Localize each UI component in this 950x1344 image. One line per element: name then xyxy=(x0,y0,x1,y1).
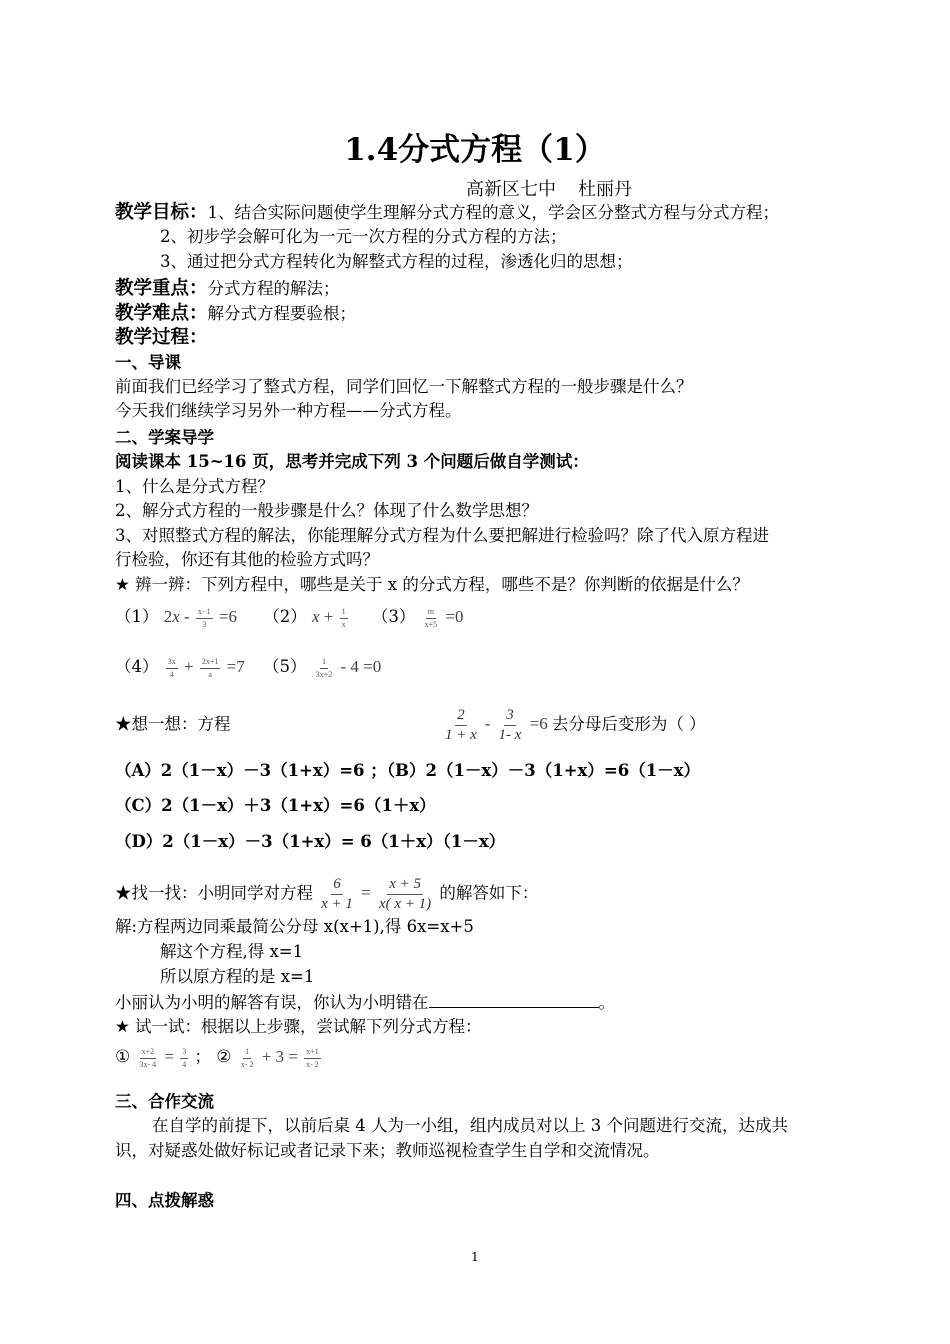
section3-line-2: 识，对疑惑处做好标记或者记录下来；教师巡视检查学生自学和交流情况。 xyxy=(115,1141,660,1160)
fraction: $\frac{x- 1}{3}$ xyxy=(197,606,211,629)
try-text: 试一试：根据以上步骤，尝试解下列分式方程： xyxy=(135,1017,482,1036)
page-title: 1.4分式方程（1） xyxy=(344,132,606,168)
option-ab: （A）2（1－x）－3（1+x）=6 ；（B）2（1－x）－3（1+x）=6（1－x） xyxy=(115,761,701,780)
label-5: （5） xyxy=(262,657,307,676)
star-icon: ★ xyxy=(115,575,130,594)
difficulty-text: 解分式方程要验根； xyxy=(207,304,357,323)
question-3b: 行检验，你还有其他的检验方式吗？ xyxy=(115,550,379,569)
star-icon: ★ xyxy=(115,1017,130,1036)
think-equation: $\frac{2}{1 + x}$ - $\frac{3}{1- x}$ =6 xyxy=(445,707,548,743)
solution-line-2: 解这个方程,得 x=1 xyxy=(160,942,304,961)
try-line xyxy=(115,1016,482,1038)
fraction: $\frac{1}{x}$ xyxy=(341,606,346,629)
equation-1: 2x - $\frac{x- 1}{3}$ =6 xyxy=(163,606,237,629)
identify-line xyxy=(115,574,749,596)
author-name: 杜丽丹 xyxy=(578,179,632,200)
circled-one: ① xyxy=(115,1047,131,1067)
section2-heading: 二、学案导学 xyxy=(115,428,214,447)
section2-instruction: 阅读课本 15~16 页，思考并完成下列 3 个问题后做自学测试： xyxy=(115,452,589,471)
find-line xyxy=(115,877,538,912)
fraction: $\frac{2}{1 + x}$ xyxy=(445,707,477,743)
fraction: $\frac{2x+1}{a}$ xyxy=(201,656,219,679)
fraction: $\frac{3}{1- x}$ xyxy=(498,707,522,743)
section1-line-1: 前面我们已经学习了整式方程，同学们回忆一下解整式方程的一般步骤是什么？ xyxy=(115,377,693,396)
goal-item-3: 3、通过把分式方程转化为解整式方程的过程，渗透化归的思想； xyxy=(160,252,633,271)
goal-item-1: 1、结合实际问题使学生理解分式方程的意义，学会区分整式方程与分式方程； xyxy=(207,203,780,222)
question-1: 1、什么是分式方程？ xyxy=(115,477,274,496)
goals-label: 教学目标： xyxy=(115,202,208,223)
page-number: 1 xyxy=(471,1250,479,1264)
identify-text: 辨一辨：下列方程中，哪些是关于 x 的分式方程，哪些不是？你判断的依据是什么？ xyxy=(135,575,749,594)
find-after: 的解答如下： xyxy=(439,883,539,903)
section1-line-2: 今天我们继续学习另外一种方程——分式方程。 xyxy=(115,401,462,420)
think-text: ★想一想：方程 xyxy=(115,714,231,734)
key-point-line xyxy=(115,278,340,300)
think-line xyxy=(115,708,706,743)
identify-row-1 xyxy=(115,606,463,629)
section3-line-1: 在自学的前提下，以前后桌 4 人为一小组，组内成员对以上 3 个问题进行交流，达成共 xyxy=(152,1116,788,1135)
goal-item-2: 2、初步学会解可化为一元一次方程的分式方程的方法； xyxy=(160,227,567,246)
option-d: （D）2（1－x）－3（1+x）= 6（1＋x）（1－x） xyxy=(115,832,506,851)
fraction: $\frac{m}{x+5}$ xyxy=(424,606,438,629)
fraction: $\frac{x + 5}{x( x + 1)}$ xyxy=(379,876,432,912)
fraction: $\frac{1}{3x+2}$ xyxy=(315,656,333,679)
key-point-text: 分式方程的解法； xyxy=(207,279,340,298)
fraction: $\frac{1}{x- 2}$ xyxy=(240,1046,254,1069)
error-line xyxy=(115,991,615,1014)
question-3a: 3、对照整式方程的解法，你能理解分式方程为什么要把解进行检验吗？除了代入原方程进 xyxy=(115,526,769,545)
section3-heading: 三、合作交流 xyxy=(115,1092,214,1111)
error-suffix: 。 xyxy=(598,993,615,1012)
difficulty-line xyxy=(115,303,356,325)
find-text: ★找一找：小明同学对方程 xyxy=(115,883,313,903)
error-prefix: 小丽认为小明的解答有误，你认为小明错在 xyxy=(115,993,429,1012)
try-equation-1: $\frac{x+2}{3x- 4}$ = $\frac{3}{4}$ xyxy=(139,1046,187,1069)
try-equations xyxy=(115,1046,323,1069)
section4-heading: 四、点拨解惑 xyxy=(115,1191,214,1210)
identify-row-2 xyxy=(115,656,381,679)
option-c: （C）2（1－x）＋3（1+x）=6（1＋x） xyxy=(115,796,436,815)
question-2: 2、解分式方程的一般步骤是什么？体现了什么数学思想？ xyxy=(115,501,538,520)
label-3: （3） xyxy=(371,607,416,626)
equation-4: $\frac{3x}{4}$ + $\frac{2x+1}{a}$ =7 xyxy=(167,656,245,679)
fraction: $\frac{x+1}{x- 2}$ xyxy=(306,1046,319,1069)
try-equation-2: $\frac{1}{x- 2}$ + 3 = $\frac{x+1}{x- 2}$ xyxy=(240,1046,319,1069)
fraction: $\frac{6}{x + 1}$ xyxy=(321,876,353,912)
author-line xyxy=(466,175,654,201)
label-2: （2） xyxy=(263,607,307,626)
find-equation: $\frac{6}{x + 1}$ = $\frac{x + 5}{x( x + 1)}$ xyxy=(321,876,432,912)
separator: ； xyxy=(194,1047,212,1066)
fraction: $\frac{3x}{4}$ xyxy=(167,656,176,679)
think-after: 去分母后变形为（ ） xyxy=(551,714,706,734)
equation-2: x + $\frac{1}{x}$ xyxy=(311,606,346,629)
fraction: $\frac{3}{4}$ xyxy=(182,1046,187,1069)
label-4: （4） xyxy=(115,657,159,676)
label-1: （1） xyxy=(115,607,159,626)
equation-3: $\frac{m}{x+5}$ =0 xyxy=(424,606,464,629)
fraction: $\frac{x+2}{3x- 4}$ xyxy=(139,1046,157,1069)
solution-line-1: 解:方程两边同乘最简公分母 x(x+1),得 6x=x+5 xyxy=(115,917,474,936)
key-point-label: 教学重点： xyxy=(115,278,208,299)
solution-line-3: 所以原方程的是 x=1 xyxy=(160,967,315,986)
author-school: 高新区七中 xyxy=(466,179,556,200)
process-label: 教学过程： xyxy=(115,327,208,348)
goals-line-1 xyxy=(115,202,779,224)
circled-two: ② xyxy=(216,1047,232,1067)
answer-blank[interactable] xyxy=(429,991,599,1008)
equation-5: $\frac{1}{3x+2}$ - 4 =0 xyxy=(315,656,382,679)
section1-heading: 一、导课 xyxy=(115,353,181,372)
difficulty-label: 教学难点： xyxy=(115,303,208,324)
